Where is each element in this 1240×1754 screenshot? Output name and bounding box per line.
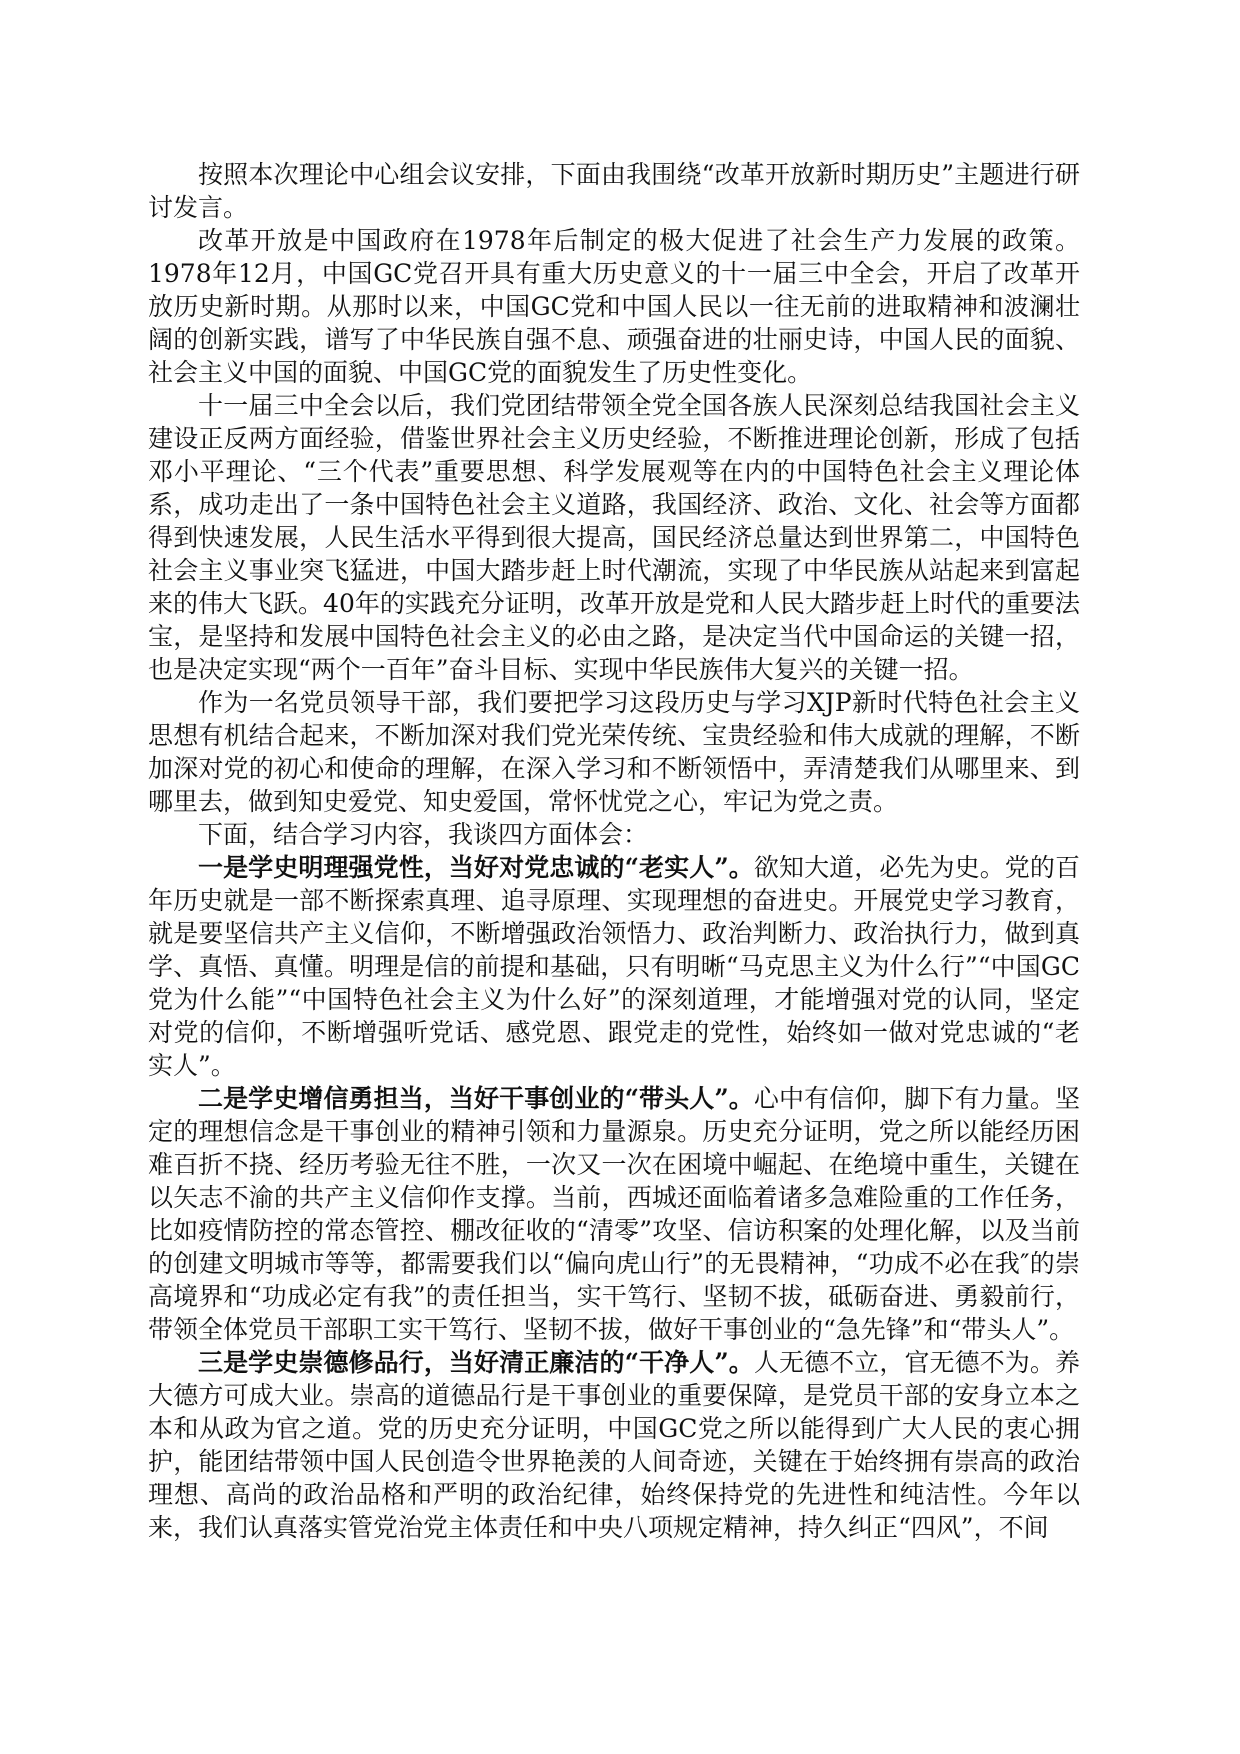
paragraph-text: 作为一名党员领导干部，我们要把学习这段历史与学习XJP新时代特色社会主义思想有机结合起来，不断加深对我们党光荣传统、宝贵经验和伟大成就的理解，不断加深对党的初心和使命的理解，在深入学习和不断领悟中，弄清楚我们从哪里来、到哪里去，做到知史爱党、知史爱国，常怀忧党之心，牢记为党之责。	[148, 688, 1080, 816]
paragraph-lead: 一是学史明理强党性，当好对党忠诚的“老实人”。	[198, 853, 754, 882]
document-page	[148, 158, 1080, 1544]
paragraph-lead: 二是学史增信勇担当，当好干事创业的“带头人”。	[198, 1084, 754, 1113]
paragraph-point-one	[148, 851, 1080, 1082]
paragraph-theory-system	[148, 389, 1080, 686]
paragraph-text: 十一届三中全会以后，我们党团结带领全党全国各族人民深刻总结我国社会主义建设正反两方面经验，借鉴世界社会主义历史经验，不断推进理论创新，形成了包括邓小平理论、“三个代表”重要思想、科学发展观等在内的中国特色社会主义理论体系，成功走出了一条中国特色社会主义道路，我国经济、政治、文化、社会等方面都得到快速发展，人民生活水平得到很大提高，国民经济总量达到世界第二，中国特色社会主义事业突飞猛进，中国大踏步赶上时代潮流，实现了中华民族从站起来到富起来的伟大飞跃。40年的实践充分证明，改革开放是党和人民大踏步赶上时代的重要法宝，是坚持和发展中国特色社会主义的必由之路，是决定当代中国命运的关键一招，也是决定实现“两个一百年”奋斗目标、实现中华民族伟大复兴的关键一招。	[148, 391, 1080, 684]
paragraph-text: 按照本次理论中心组会议安排，下面由我围绕“改革开放新时期历史”主题进行研讨发言。	[148, 160, 1080, 222]
paragraph-text: 下面，结合学习内容，我谈四方面体会：	[198, 820, 649, 849]
paragraph-cadre-role	[148, 686, 1080, 818]
paragraph-reform-overview	[148, 224, 1080, 389]
paragraph-text: 欲知大道，必先为史。党的百年历史就是一部不断探索真理、追寻原理、实现理想的奋进史。开展党史学习教育，就是要坚信共产主义信仰，不断增强政治领悟力、政治判断力、政治执行力，做到真学、真悟、真懂。明理是信的前提和基础，只有明晰“马克思主义为什么行”“中国GC党为什么能”“中国特色社会主义为什么好”的深刻道理，才能增强对党的认同，坚定对党的信仰，不断增强听党话、感党恩、跟党走的党性，始终如一做对党忠诚的“老实人”。	[148, 853, 1080, 1080]
paragraph-lead: 三是学史崇德修品行，当好清正廉洁的“干净人”。	[198, 1348, 754, 1377]
paragraph-point-two	[148, 1082, 1080, 1346]
paragraph-four-points-intro	[148, 818, 1080, 851]
paragraph-text: 心中有信仰，脚下有力量。坚定的理想信念是干事创业的精神引领和力量源泉。历史充分证明，党之所以能经历困难百折不挠、经历考验无往不胜，一次又一次在困境中崛起、在绝境中重生，关键在以矢志不渝的共产主义信仰作支撑。当前，西城还面临着诸多急难险重的工作任务，比如疫情防控的常态管控、棚改征收的“清零”攻坚、信访积案的处理化解，以及当前的创建文明城市等等，都需要我们以“偏向虎山行”的无畏精神，“功成不必在我″的崇高境界和“功成必定有我”的责任担当，实干笃行、坚韧不拔，砥砺奋进、勇毅前行，带领全体党员干部职工实干笃行、坚韧不拔，做好干事创业的“急先锋”和“带头人”。	[148, 1084, 1080, 1344]
paragraph-point-three	[148, 1346, 1080, 1544]
paragraph-intro	[148, 158, 1080, 224]
paragraph-text: 人无德不立，官无德不为。养大德方可成大业。崇高的道德品行是干事创业的重要保障，是党员干部的安身立本之本和从政为官之道。党的历史充分证明，中国GC党之所以能得到广大人民的衷心拥护，能团结带领中国人民创造令世界艳羡的人间奇迹，关键在于始终拥有崇高的政治理想、高尚的政治品格和严明的政治纪律，始终保持党的先进性和纯洁性。今年以来，我们认真落实管党治党主体责任和中央八项规定精神，持久纠正“四风”，不间	[148, 1348, 1080, 1542]
paragraph-text: 改革开放是中国政府在1978年后制定的极大促进了社会生产力发展的政策。1978年12月，中国GC党召开具有重大历史意义的十一届三中全会，开启了改革开放历史新时期。从那时以来，中国GC党和中国人民以一往无前的进取精神和波澜壮阔的创新实践，谱写了中华民族自强不息、顽强奋进的壮丽史诗，中国人民的面貌、社会主义中国的面貌、中国GC党的面貌发生了历史性变化。	[148, 226, 1080, 387]
